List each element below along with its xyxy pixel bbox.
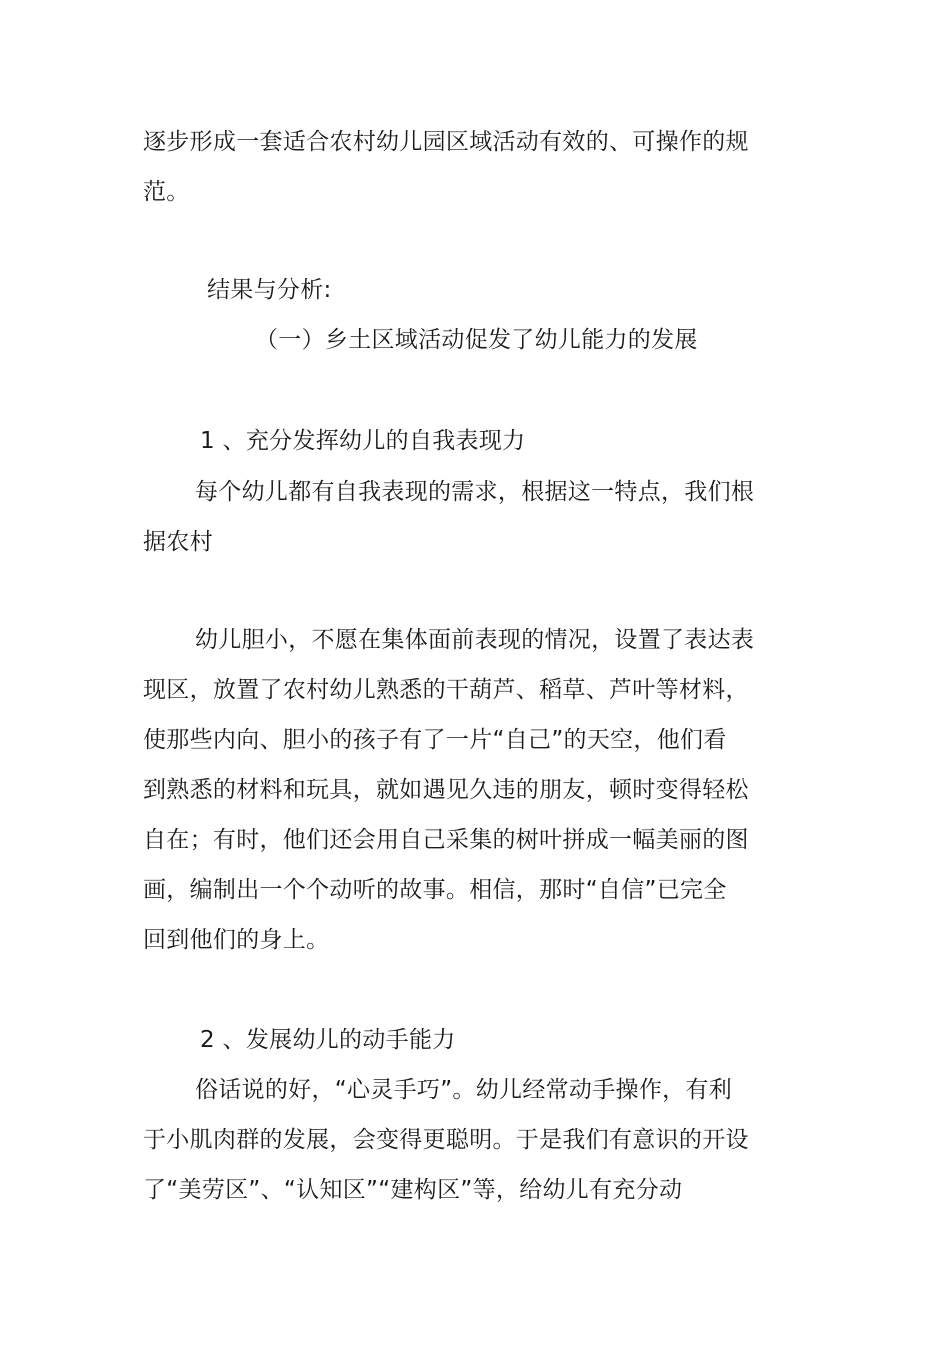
paragraph-line: 于小肌肉群的发展，会变得更聪明。于是我们有意识的开设 — [143, 1127, 749, 1153]
item-heading-2: 2 、发展幼儿的动手能力 — [200, 1027, 456, 1053]
paragraph-line: 幼儿胆小，不愿在集体面前表现的情况，设置了表达表 — [195, 627, 755, 653]
paragraph-line: 现区，放置了农村幼儿熟悉的干葫芦、稻草、芦叶等材料， — [143, 677, 749, 703]
paragraph-line: 据农村 — [143, 529, 213, 555]
subsection-heading: （一）乡土区域活动促发了幼儿能力的发展 — [255, 327, 698, 353]
paragraph-line: 每个幼儿都有自我表现的需求，根据这一特点，我们根 — [195, 479, 755, 505]
section-heading: 结果与分析: — [207, 277, 332, 303]
paragraph-line: 俗话说的好，“心灵手巧”。幼儿经常动手操作，有利 — [195, 1077, 733, 1103]
item-heading-1: 1 、充分发挥幼儿的自我表现力 — [200, 428, 526, 454]
paragraph-line: 范。 — [143, 179, 190, 205]
paragraph-line: 到熟悉的材料和玩具，就如遇见久违的朋友，顿时变得轻松 — [143, 777, 749, 803]
paragraph-line: 了“美劳区”、“认知区”“建构区”等，给幼儿有充分动 — [143, 1177, 683, 1203]
paragraph-line: 逐步形成一套适合农村幼儿园区域活动有效的、可操作的规 — [143, 129, 749, 155]
paragraph-line: 自在；有时，他们还会用自己采集的树叶拼成一幅美丽的图 — [143, 827, 749, 853]
paragraph-line: 画，编制出一个个动听的故事。相信，那时“自信”已完全 — [143, 877, 727, 903]
paragraph-line: 回到他们的身上。 — [143, 927, 330, 953]
paragraph-line: 使那些内向、胆小的孩子有了一片“自己”的天空，他们看 — [143, 727, 727, 753]
